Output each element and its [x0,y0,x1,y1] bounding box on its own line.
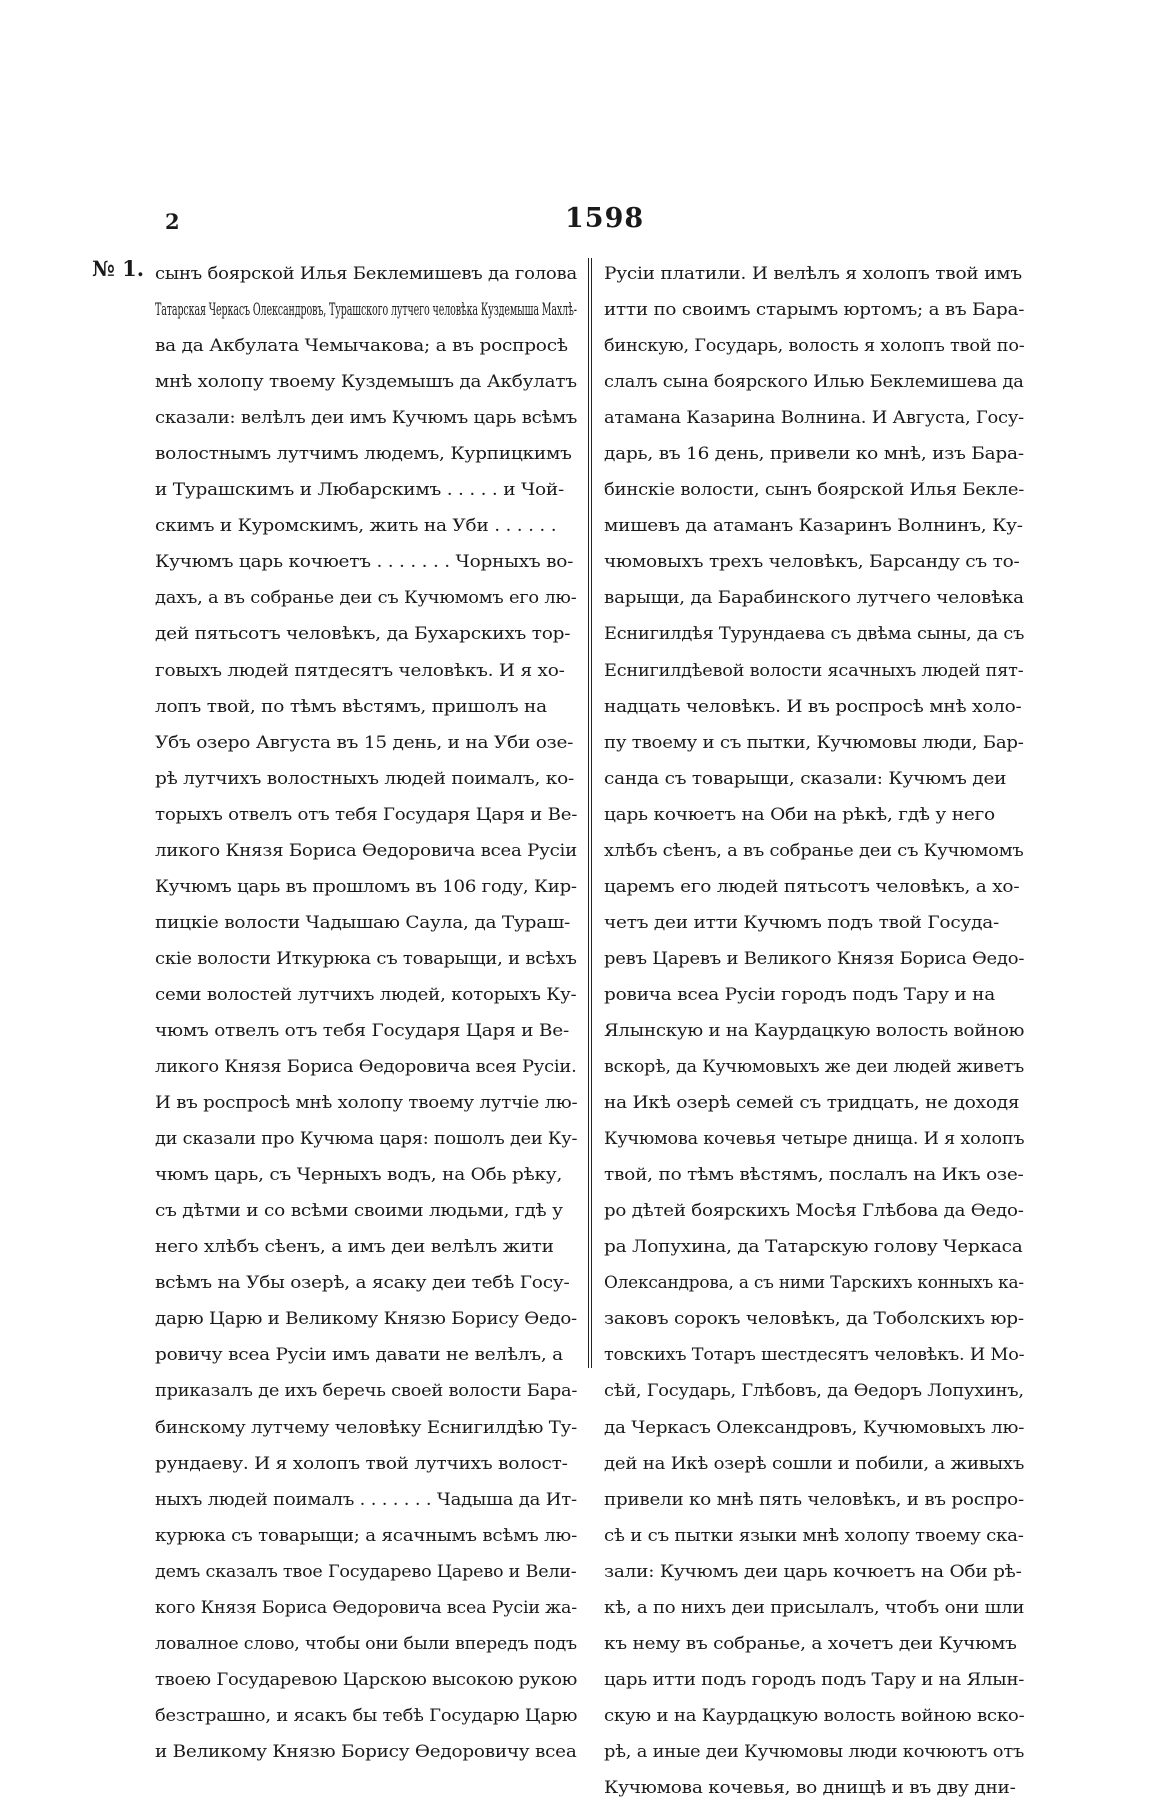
text-line: сказали: велѣлъ деи имъ Кучюмъ царь всѣмъ [155,408,578,428]
text-line: чюмъ отвелъ отъ тебя Государя Царя и Ве- [155,1020,570,1040]
year-heading: 1598 [565,203,645,234]
text-line: царемъ его людей пятьсотъ человѣкъ, а хо- [604,876,1020,896]
text-line: скимъ и Куромскимъ, жить на Уби . . . . . . [155,516,557,536]
text-line: Еснигилдѣевой волости ясачныхъ людей пят- [604,660,1024,680]
text-line: твоею Государевою Царскою высокою рукою [155,1669,578,1689]
text-line: него хлѣбъ сѣенъ, а имъ деи велѣлъ жити [155,1237,554,1257]
text-line: рѣ лутчихъ волостныхъ людей поималъ, ко- [155,768,575,788]
text-line: пицкіе волости Чадышаю Саула, да Тураш- [155,912,571,932]
text-line: вскорѣ, да Кучюмовыхъ же деи людей живетъ [604,1057,1025,1077]
text-line: чюмъ царь, съ Черныхъ водъ, на Обь рѣку, [155,1165,563,1185]
text-line: сѣй, Государь, Глѣбовъ, да Ѳедоръ Лопухинъ, [604,1381,1024,1401]
text-line: Убъ озеро Августа въ 15 день, и на Уби озе- [155,732,574,752]
text-line: привели ко мнѣ пять человѣкъ, и въ роспро- [604,1489,1024,1509]
text-line: бинскіе волости, сынъ боярской Илья Бекле- [604,480,1025,500]
text-line: итти по своимъ старымъ юртомъ; а въ Бара- [604,300,1025,320]
text-line: зали: Кучюмъ деи царь кочюетъ на Оби рѣ- [604,1561,1022,1581]
text-line: ра Лопухина, да Татарскую голову Черкаса [604,1237,1023,1257]
text-line: мнѣ холопу твоему Куздемышъ да Акбулатъ [155,372,577,392]
text-line: санда съ товарыщи, сказали: Кучюмъ деи [604,768,1007,788]
column-divider [588,258,592,1368]
text-line: демъ сказалъ твое Государево Царево и Вели- [155,1561,577,1581]
text-line: заковъ сорокъ человѣкъ, да Тоболскихъ юр- [604,1309,1024,1329]
text-line: волостнымъ лутчимъ людемъ, Курпицкимъ [155,444,572,464]
text-line: товскихъ Тотаръ шестдесятъ человѣкъ. И Мо- [604,1345,1025,1365]
text-line: слалъ сына боярского Илью Беклемишева да [604,372,1024,392]
text-line: бинскому лутчему человѣку Еснигилдѣю Ту- [155,1417,577,1437]
text-line: ревъ Царевъ и Великого Князя Бориса Ѳедо- [604,948,1025,968]
text-line: и Турашскимъ и Любарскимъ . . . . . и Чой- [155,480,565,500]
text-line: царь кочюетъ на Оби на рѣкѣ, гдѣ у него [604,804,995,824]
text-line: съ дѣтми и со всѣми своими людьми, гдѣ у [155,1201,563,1221]
text-line: сѣ и съ пытки языки мнѣ холопу твоему ска- [604,1525,1024,1545]
text-line: говыхъ людей пятдесятъ человѣкъ. И я хо- [155,660,565,680]
text-line: четъ деи итти Кучюмъ подъ твой Госуда- [604,912,1000,932]
text-line: дахъ, а въ собранье деи съ Кучюмомъ его лю- [155,588,577,608]
text-line: дей пятьсотъ человѣкъ, да Бухарскихъ тор- [155,624,571,644]
text-line: пу твоему и съ пытки, Кучюмовы люди, Бар- [604,732,1024,752]
left-column [155,256,577,1770]
text-line: сынъ боярской Илья Беклемишевъ да голова [155,264,577,283]
text-line: чюмовыхъ трехъ человѣкъ, Барсанду съ то- [604,552,1020,572]
text-line: атамана Казарина Волнина. И Августа, Госу- [604,408,1024,428]
text-line: Олександрова, а съ ними Тарскихъ конныхъ ка- [604,1273,1024,1293]
text-line: ликого Князя Бориса Ѳедоровича всея Русіи. [155,1057,577,1077]
text-line: мишевъ да атаманъ Казаринъ Волнинъ, Ку- [604,516,1023,536]
text-line: скую и на Каурдацкую волость войною вско- [604,1705,1025,1725]
text-line: Еснигилдѣя Турундаева съ двѣма сыны, да съ [604,624,1025,644]
text-line: ро дѣтей боярскихъ Мосѣя Глѣбова да Ѳедо- [604,1201,1024,1221]
text-line: И въ роспросѣ мнѣ холопу твоему лутчіе лю- [155,1093,578,1113]
text-line: да Черкасъ Олександровъ, Кучюмовыхъ лю- [604,1417,1025,1437]
text-line: ловалное слово, чтобы они были впередъ подъ [155,1633,577,1653]
text-line: рѣ, а иные деи Кучюмовы люди кочюютъ отъ [604,1741,1025,1761]
text-line: всѣмъ на Убы озерѣ, а ясаку деи тебѣ Госу- [155,1273,570,1293]
text-line: кѣ, а по нихъ деи присылалъ, чтобъ они шли [604,1597,1025,1617]
text-line: ликого Князя Бориса Ѳедоровича всеа Русіи [155,840,577,860]
text-line: Кучюмъ царь въ прошломъ въ 106 году, Кир- [155,876,577,896]
text-line: бинскую, Государь, волость я холопъ твой по- [604,336,1025,356]
text-line: Кучюмова кочевья, во днищѣ и въ дву дни- [604,1777,1016,1797]
text-line: ровичу всеа Русіи имъ давати не велѣлъ, а [155,1345,563,1365]
text-line: безстрашно, и ясакъ бы тебѣ Государю Царю [155,1705,578,1725]
text-line: надцать человѣкъ. И въ роспросѣ мнѣ холо- [604,696,1022,716]
text-line: твой, по тѣмъ вѣстямъ, послалъ на Икъ озе- [604,1165,1024,1185]
document-label: № 1. [92,256,145,281]
text-line: скіе волости Иткурюка съ товарыщи, и всѣхъ [155,948,577,968]
text-line: Кучюмова кочевья четыре днища. И я холопъ [604,1129,1025,1149]
text-line: дарь, въ 16 день, привели ко мнѣ, изъ Бара- [604,444,1024,464]
text-line: ныхъ людей поималъ . . . . . . . Чадыша да Ит- [155,1489,577,1509]
text-line: ди сказали про Кучюма царя: пошолъ деи Ку- [155,1129,578,1149]
text-line: лопъ твой, по тѣмъ вѣстямъ, пришолъ на [155,696,547,716]
text-line: Русіи платили. И велѣлъ я холопъ твой имъ [604,264,1022,283]
text-line: семи волостей лутчихъ людей, которыхъ Ку- [155,984,577,1004]
text-line: и Великому Князю Борису Ѳедоровичу всеа [155,1741,577,1761]
page-number: 2 [165,209,180,234]
text-line: приказалъ де ихъ беречь своей волости Бара- [155,1381,578,1401]
text-line: хлѣбъ сѣенъ, а въ собранье деи съ Кучюмомъ [604,840,1024,860]
text-line: курюка съ товарыщи; а ясачнымъ всѣмъ лю- [155,1525,578,1545]
text-line: Ялынскую и на Каурдацкую волость войною [604,1020,1025,1040]
text-line: на Икѣ озерѣ семей съ тридцать, не доходя [604,1093,1020,1113]
text-line: варыщи, да Барабинского лутчего человѣка [604,588,1024,608]
text-line: дарю Царю и Великому Князю Борису Ѳедо- [155,1309,577,1329]
text-line: рундаеву. И я холопъ твой лутчихъ волост- [155,1453,568,1473]
text-line: торыхъ отвелъ отъ тебя Государя Царя и Ве- [155,804,578,824]
text-line: Кучюмъ царь кочюетъ . . . . . . . Чорныхъ во- [155,552,574,572]
text-line: Татарская Черкасъ Олександровъ, Турашского лутчего человѣка Куздемыша Махлѣ- [155,300,577,320]
right-column [604,256,1024,1806]
text-line: ва да Акбулата Чемычакова; а въ роспросѣ [155,336,568,356]
text-line: къ нему въ собранье, а хочетъ деи Кучюмъ [604,1633,1017,1653]
text-line: дей на Икѣ озерѣ сошли и побили, а живыхъ [604,1453,1025,1473]
text-line: ровича всеа Русіи городъ подъ Тару и на [604,984,996,1004]
text-line: кого Князя Бориса Ѳедоровича всеа Русіи жа- [155,1597,577,1617]
text-line: царь итти подъ городъ подъ Тару и на Ялын- [604,1669,1025,1689]
